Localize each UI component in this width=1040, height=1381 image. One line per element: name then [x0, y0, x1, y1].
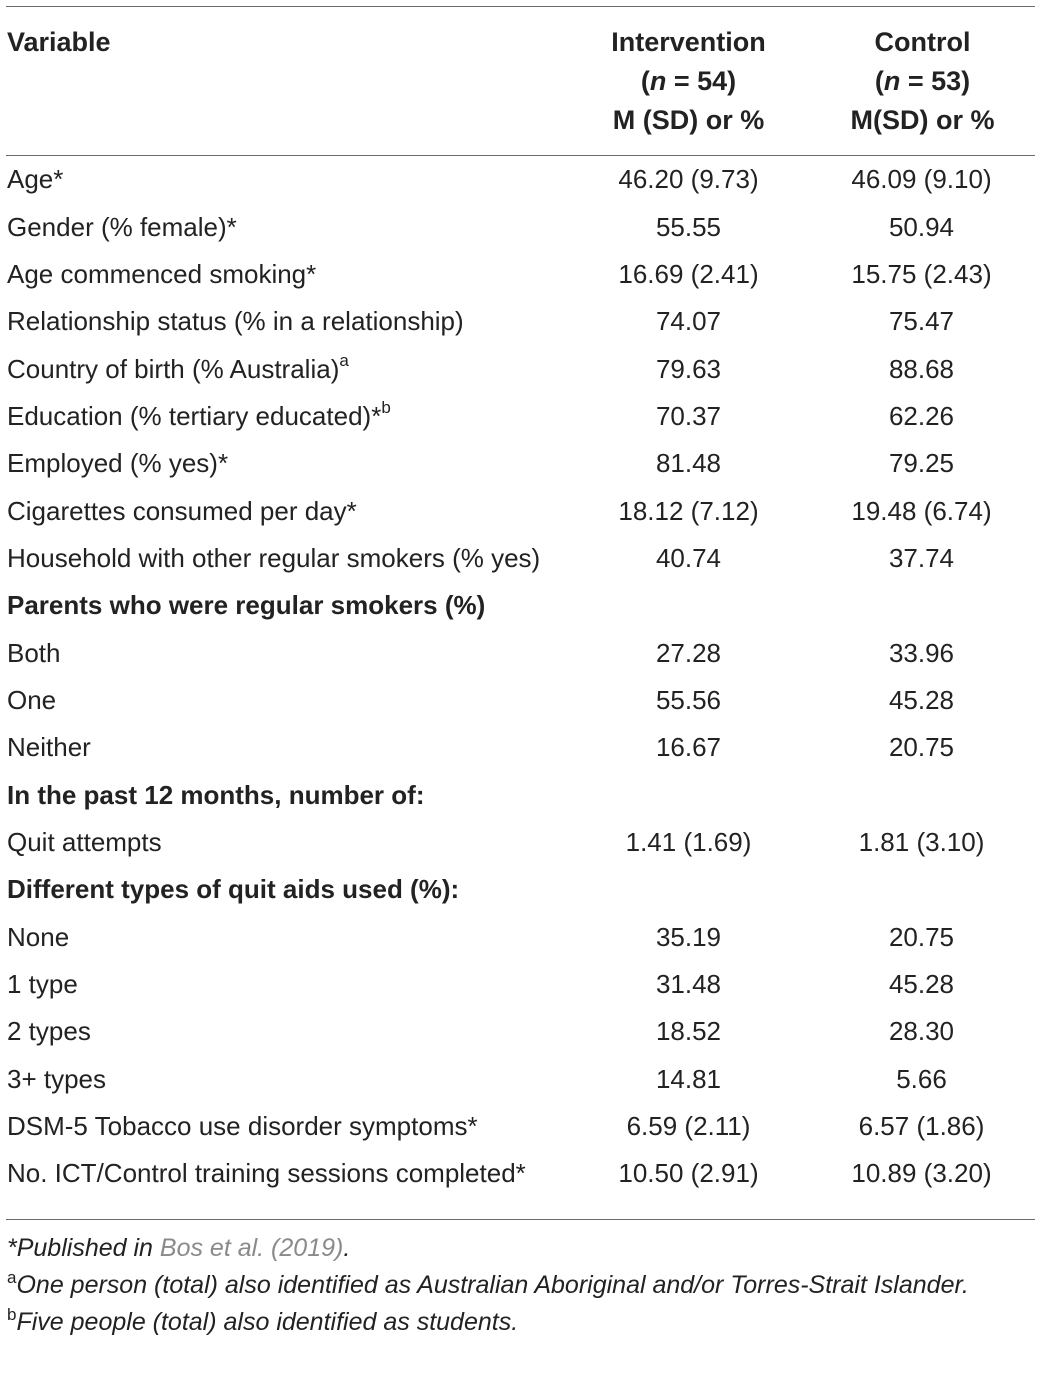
- control-value: 5.66: [896, 1063, 947, 1094]
- header-intervention-stat: M (SD) or %: [612, 105, 765, 135]
- header-intervention-name: Intervention: [611, 27, 766, 57]
- intervention-value: [572, 866, 805, 913]
- row-label: Gender (% female)*: [7, 211, 237, 242]
- table-row: [0, 629, 1040, 676]
- bottom-rule: [6, 1219, 1035, 1220]
- row-label: 3+ types: [7, 1063, 107, 1094]
- table-row: [0, 393, 1040, 440]
- table-row: [0, 251, 1040, 298]
- citation-link[interactable]: Bos et al. (2019): [159, 1234, 344, 1262]
- section-label: In the past 12 months, number of:: [7, 779, 425, 810]
- header-intervention: [572, 0, 805, 156]
- header-intervention-n: (n = 54): [640, 66, 737, 96]
- control-value: 37.74: [888, 542, 955, 573]
- row-label: No. ICT/Control training sessions completed*: [7, 1158, 526, 1189]
- table-row: [0, 914, 1040, 961]
- section-label: Different types of quit aids used (%):: [7, 874, 460, 905]
- control-value: 79.25: [888, 448, 955, 479]
- row-label: None: [7, 921, 70, 952]
- control-value: [805, 866, 1040, 913]
- intervention-value: 79.63: [655, 353, 722, 384]
- table-footnotes: [7, 1230, 1032, 1341]
- control-value: 28.30: [888, 1016, 955, 1047]
- intervention-value: 55.55: [655, 211, 722, 242]
- control-value: 1.81 (3.10): [858, 826, 985, 857]
- intervention-value: 81.48: [655, 448, 722, 479]
- table-row: [0, 298, 1040, 345]
- intervention-value: 10.50 (2.91): [618, 1158, 759, 1189]
- row-label: Country of birth (% Australia)$^a$: [7, 350, 349, 384]
- table-header: [0, 0, 1040, 156]
- section-row: [0, 866, 1040, 913]
- table-body: [0, 156, 1040, 1198]
- footnote-marker: a: [339, 350, 349, 370]
- control-value: 45.28: [888, 684, 955, 715]
- table-row: [0, 1056, 1040, 1103]
- control-value: 62.26: [888, 400, 955, 431]
- table-row: [0, 1008, 1040, 1055]
- control-value: 19.48 (6.74): [851, 495, 992, 526]
- control-value: 20.75: [888, 921, 955, 952]
- control-value: 45.28: [888, 969, 955, 1000]
- intervention-value: [572, 771, 805, 818]
- intervention-value: 70.37: [655, 400, 722, 431]
- intervention-value: 35.19: [655, 921, 722, 952]
- intervention-value: 6.59 (2.11): [626, 1111, 751, 1142]
- table-row: [0, 535, 1040, 582]
- table-row: [0, 440, 1040, 487]
- control-value: 20.75: [888, 732, 955, 763]
- control-value: 50.94: [888, 211, 955, 242]
- row-label: Education (% tertiary educated)*$^b$: [7, 398, 391, 431]
- section-row: [0, 771, 1040, 818]
- row-label: Quit attempts: [7, 826, 162, 857]
- row-label: DSM-5 Tobacco use disorder symptoms*: [7, 1111, 478, 1142]
- header-control-stat: M(SD) or %: [850, 105, 995, 135]
- intervention-value: 16.69 (2.41): [618, 258, 759, 289]
- control-value: 88.68: [888, 353, 955, 384]
- intervention-value: 55.56: [655, 684, 722, 715]
- table-row: [0, 345, 1040, 392]
- intervention-value: 27.28: [655, 637, 722, 668]
- table-row: [0, 724, 1040, 771]
- intervention-value: 40.74: [655, 542, 722, 573]
- control-value: 33.96: [888, 637, 955, 668]
- intervention-value: 14.81: [655, 1063, 722, 1094]
- intervention-value: 18.52: [655, 1016, 722, 1047]
- table-row: [0, 156, 1040, 203]
- intervention-value: 18.12 (7.12): [618, 495, 759, 526]
- intervention-value: 74.07: [655, 306, 722, 337]
- control-value: 75.47: [888, 306, 955, 337]
- header-control-name: Control: [874, 27, 971, 57]
- control-value: 15.75 (2.43): [851, 258, 992, 289]
- table-row: [0, 203, 1040, 250]
- control-value: 6.57 (1.86): [858, 1111, 985, 1142]
- row-label: 2 types: [7, 1016, 91, 1047]
- header-control: [805, 0, 1040, 156]
- intervention-value: [572, 582, 805, 629]
- section-row: [0, 582, 1040, 629]
- table-row: [0, 819, 1040, 866]
- intervention-value: 16.67: [655, 732, 722, 763]
- table-row: [0, 1150, 1040, 1197]
- intervention-value: 31.48: [655, 969, 722, 1000]
- row-label: Neither: [7, 732, 91, 763]
- footnote-star: *Published in Bos et al. (2019).: [7, 1234, 351, 1262]
- footnote-b: $^b$Five people (total) also identified as students.: [7, 1304, 519, 1336]
- table-row: [0, 677, 1040, 724]
- footnote-marker: b: [381, 398, 391, 418]
- row-label: Cigarettes consumed per day*: [7, 495, 357, 526]
- intervention-value: 46.20 (9.73): [618, 164, 759, 195]
- control-value: 10.89 (3.20): [851, 1158, 992, 1189]
- control-value: [805, 771, 1040, 818]
- row-label: 1 type: [7, 969, 78, 1000]
- row-label: Age commenced smoking*: [7, 258, 317, 289]
- row-label: One: [7, 684, 57, 715]
- header-variable: Variable: [7, 27, 111, 57]
- row-label: Both: [7, 637, 61, 668]
- control-value: 46.09 (9.10): [851, 164, 992, 195]
- row-label: Age*: [7, 164, 64, 195]
- table-row: [0, 961, 1040, 1008]
- control-value: [805, 582, 1040, 629]
- row-label: Household with other regular smokers (% yes): [7, 542, 541, 573]
- table-row: [0, 487, 1040, 534]
- section-label: Parents who were regular smokers (%): [7, 590, 486, 621]
- intervention-value: 1.41 (1.69): [625, 826, 752, 857]
- row-label: Relationship status (% in a relationship): [7, 306, 464, 337]
- row-label: Employed (% yes)*: [7, 448, 229, 479]
- footnote-a: $^a$One person (total) also identified as Australian Aboriginal and/or Torres-Strait Islander.: [7, 1267, 969, 1299]
- table-row: [0, 1103, 1040, 1150]
- header-control-n: (n = 53): [874, 66, 971, 96]
